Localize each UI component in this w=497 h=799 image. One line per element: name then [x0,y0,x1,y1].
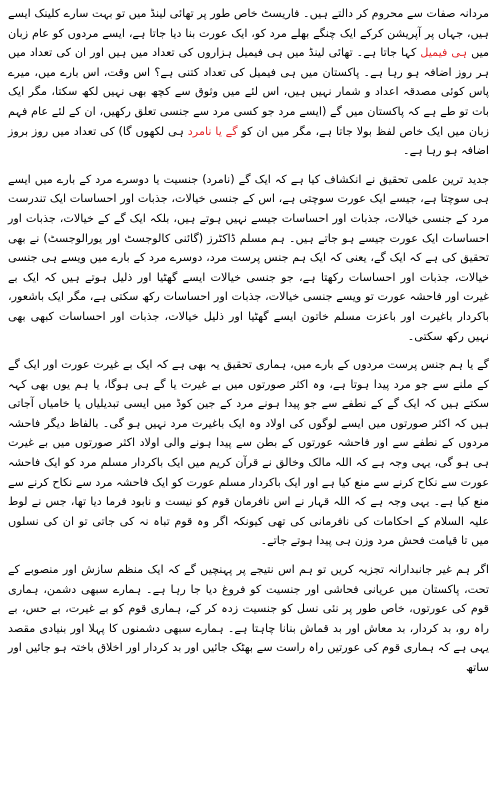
text-segment: کہا جاتا ہے۔ تھائی لینڈ میں ہی فیمیل ہزاروں کی تعداد میں ہیں اور ان کی تعداد میں ہر روز اضافہ ہو رہا ہے۔ پاکستان میں ہی فیمیل کی تعداد کتنی ہے؟ اس وقت، اس بارے میں، میرے پاس کوئی مصدقہ اعداد و شمار نہیں ہیں، اس لئے میں وثوق سے کچھ بھی نہیں لکھ سکتا، مگر ایک بات تو طے ہے کہ پاکستان میں گے (ایسے مرد جو کسی مرد سے جنسی تعلق رکھیں، ان کے لئے عام فہم زبان میں ایک خاص لفظ بولا جاتا ہے، مگر میں ان کو [8,46,489,138]
paragraph-1 [8,4,489,161]
text-segment: اگر ہم غیر جانبدارانہ تجزیہ کریں تو ہم اس نتیجے پر پہنچیں گے کہ ایک منظم سازش اور منصوبے کے تحت، پاکستان میں عریانی فحاشی اور جنسیت کو فروغ دیا جا رہا ہے۔ ہمارے سبھی دشمن، ہماری قوم کی عورتوں، خاص طور پر نئی نسل کو جنسیت زدہ کر کے، ہماری قوم کو بے غیرت، بے حس، بے راہ رو، بد کردار، بد معاش اور بد قماش بنانا چاہتا ہے۔ ہمارے سبھی دشمنوں کا پہلا اور بنیادی مقصد یہی ہے کہ ہماری قوم کی عورتیں راہ راست سے بھٹک جائیں اور بد کردار اور اخلاق باختہ ہو جائیں اور ساتھ [8,563,489,674]
paragraph-2 [8,170,489,346]
text-segment: ہی لکھوں گا) کی تعداد میں روز بروز اضافہ ہو رہا ہے۔ [8,124,489,158]
highlighted-term: ہی فیمیل [420,46,468,60]
paragraph-4 [8,560,489,678]
text-segment: گے یا ہم جنس پرست مردوں کے بارے میں، ہماری تحقیق یہ بھی ہے کہ ایک بے غیرت عورت اور ایک گے کے ملنے سے جو مرد پیدا ہوتا ہے، وہ اکثر صورتوں میں بے غیرت یا گے ہی ہوگا، یا ہم یوں بھی کہہ سکتے ہیں کہ ایک گے کے نطفے سے جو پیدا ہونے مرد کے جین کوڈ میں ایسی تبدیلیاں یا خامیاں آجاتی ہیں کہ اکثر صورتوں میں ایسے لوگوں کی اولاد وہ ایک باغیرت مرد نہیں ہو گی۔ بالفاظ دیگر فاحشہ مردوں کے نطفے سے اور فاحشہ عورتوں کے بطن سے پیدا ہونے والی اولاد اکثر صورتوں میں بے غیرت ہی ہو گی، یہی وجہ ہے کہ اللہ مالک وخالق نے قرآن کریم میں ایک باکردار مسلم مرد کو ایک فاحشہ عورت سے نکاح کرنے سے منع کیا ہے اور ایک باکردار مسلم عورت کو ایک فاحشہ مرد سے نکاح کرنے سے منع کیا ہے۔ یہی وجہ ہے کہ اللہ قہار نے اس نافرمان قوم کو نیست و نابود فرما دیا تھا، جس نے لوط علیہ السلام کے احکامات کی نافرمانی کی تھی کیونکہ اگر وہ قوم تباہ نہ کی جاتی تو ان کی نسلوں میں تا قیامت فحش مرد وزن ہی پیدا ہوتے جاتے۔ [8,358,489,548]
paragraph-3 [8,355,489,551]
text-segment: جدید ترین علمی تحقیق نے انکشاف کیا ہے کہ ایک گے (نامرد) جنسیت یا دوسرے مرد کے بارے میں ایسے ہی سوچتا ہے، جیسے ایک عورت سوچتی ہے، اس کے جنسی خیالات، جذبات اور احساسات ایک تندرست مرد کے جنسی خیالات، جذبات اور احساسات جیسے نہیں ہوتے ہیں، بلکہ ایک گے کے خیالات، جذبات اور احساسات ایک عورت جیسے ہو جاتے ہیں۔ ہم مسلم ڈاکٹرز (گائنی کالوجسٹ اور یورالوجسٹ) نے بھی تحقیق کی ہے کہ ایک گے، یعنی کہ ایک ہم جنس پرست مرد، دوسرے مرد کے بارے میں ویسے ہی جنسی خیالات، جذبات اور احساسات رکھتا ہے، جو جنسی خیالات ایسے گھٹیا اور ذلیل ہوتے ہیں کہ ایک بے غیرت اور فاحشہ عورت تو ویسے جنسی خیالات، جذبات اور احساسات رکھ سکتی ہے، مگر ایک باشعور، باکردار باغیرت اور باعزت مسلم خاتون ایسے گھٹیا اور ذلیل خیالات، جذبات اور احساسات کبھی بھی نہیں رکھ سکتی۔ [8,172,489,343]
text-segment: مردانہ صفات سے محروم کر دالتے ہیں۔ فاریسٹ خاص طور پر تھائی لینڈ میں تو بہت سارے کلینک ایسے ہیں، جہاں پر آپریشن کرکے ایک چنگے بھلے مرد کو، ایک عورت بنا دیا جاتا ہے، ایسے مردوں کو عام زبان میں [8,7,489,60]
highlighted-term: گے یا نامرد [187,124,238,138]
